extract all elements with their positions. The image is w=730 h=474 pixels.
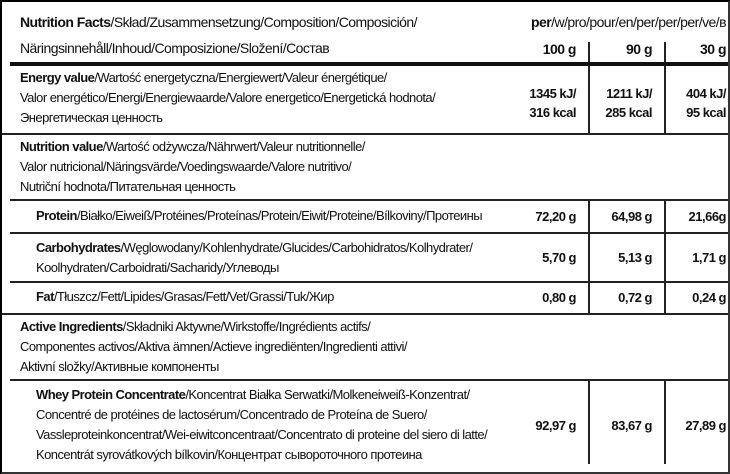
carbs-rest: /Węglowodany/Kohlenhydrate/Glucides/Carbohidratos/Kolhydrater/ [120,240,473,255]
header-title-line1 [20,12,417,33]
energy-line3: Энергетическая ценность [20,110,163,125]
protein-bold: Protein [36,208,77,223]
kcal: 316 kcal [529,105,576,120]
carbs-100g: 5,70 g [542,250,576,265]
energy-line2: Valor energético/Energi/Energiewaarde/Valore energetico/Energetická hodnota/ [20,90,436,105]
divider [664,379,666,464]
whey-rest: /Koncentrat Białka Serwatki/Molkeneiweiß-Konzentrat/ [185,387,470,402]
energy-line1 [20,68,387,89]
whey-line3: Vassleproteinkoncentrat/Wei-eiwitconcentraat/Concentrato di proteine del siero di latte/ [36,427,488,442]
active-bold: Active Ingredients [20,319,123,334]
per-bold: per [531,14,552,30]
divider [664,42,666,62]
whey-90g: 83,67 g [611,418,652,433]
divider [588,199,590,234]
divider [2,133,728,135]
active-line1 [20,317,370,338]
kcal: 95 kcal [686,105,726,120]
carbs-bold: Carbohydrates [36,240,121,255]
divider [664,281,666,315]
whey-line2: Concentré de protéines de lactosérum/Concentrado de Proteína de Suero/ [36,407,427,422]
divider [2,313,728,315]
active-line2: Componentes activos/Aktiva ämnen/Actieve ingrediënten/Ingredienti attivi/ [20,339,407,354]
divider [10,281,728,283]
divider [664,65,666,135]
energy-rest: /Wartość energetyczna/Energiewert/Valeur énergétique/ [94,70,387,85]
column-header-100g: 100 g [542,41,576,57]
kj: 404 kJ/ [686,86,726,101]
nutrition-bold: Nutrition value [20,139,103,154]
thick-divider [10,62,728,66]
protein-100g: 72,20 g [535,209,576,224]
divider [10,199,728,201]
whey-line4: Koncentrát syrovátkových bílkovin/Концентрат сывороточного протеина [36,447,422,462]
protein-90g: 64,98 g [611,209,652,224]
energy-bold: Energy value [20,70,95,85]
fat-90g: 0,72 g [618,290,652,305]
fat-30g: 0,24 g [692,290,726,305]
divider [588,65,590,135]
divider [588,379,590,464]
per-label [531,12,726,33]
nutrition-rest: /Wartość odżywcza/Nährwert/Valeur nutritionnelle/ [102,139,365,154]
fat-rest: /Tłuszcz/Fett/Lipides/Grasas/Fett/Vet/Grassi/Tuk/Жир [53,289,334,304]
energy-90g [605,84,652,122]
header-title-line2: Näringsinnehåll/Inhoud/Composizione/Složení/Состав [20,40,330,56]
column-header-90g: 90 g [625,41,652,57]
whey-100g: 92,97 g [535,418,576,433]
whey-line1 [36,385,470,406]
whey-30g: 27,89 g [685,418,726,433]
carbs-line1 [36,238,472,259]
energy-100g [529,84,576,122]
kcal: 285 kcal [605,105,652,120]
divider [10,379,728,381]
fat-100g: 0,80 g [542,290,576,305]
kj: 1345 kJ/ [529,86,576,101]
title-rest: /Skład/Zusammensetzung/Composition/Composición/ [110,14,417,30]
protein-30g: 21,66g [688,209,726,224]
divider [664,232,666,282]
divider [588,232,590,282]
kj: 1211 kJ/ [606,86,652,101]
protein-label [36,206,482,227]
column-header-30g: 30 g [699,41,726,57]
divider [10,232,728,234]
divider [588,42,590,62]
active-line3: Aktivní složky/Активные компоненты [20,359,219,374]
nutrition-line3: Nutriční hodnota/Питательная ценность [20,179,236,194]
carbs-line2: Koolhydraten/Carboidrati/Sacharidy/Углеводы [36,260,279,275]
divider [588,281,590,315]
carbs-30g: 1,71 g [692,250,726,265]
active-rest: /Składniki Aktywne/Wirkstoffe/Ingrédients actifs/ [122,319,371,334]
nutrition-line1 [20,137,365,158]
per-rest: /w/pro/pour/en/per/per/per/ve/в [551,14,726,30]
protein-rest: /Białko/Eiweiß/Protéines/Proteínas/Protein/Eiwit/Proteine/Bílkoviny/Протеины [76,208,483,223]
carbs-90g: 5,13 g [618,250,652,265]
title-bold: Nutrition Facts [20,14,111,30]
whey-bold: Whey Protein Concentrate [36,387,186,402]
fat-label [36,287,334,308]
divider [664,199,666,234]
fat-bold: Fat [36,289,54,304]
nutrition-line2: Valor nutricional/Näringsvärde/Voedingswaarde/Valore nutritivo/ [20,159,352,174]
energy-30g [686,84,726,122]
